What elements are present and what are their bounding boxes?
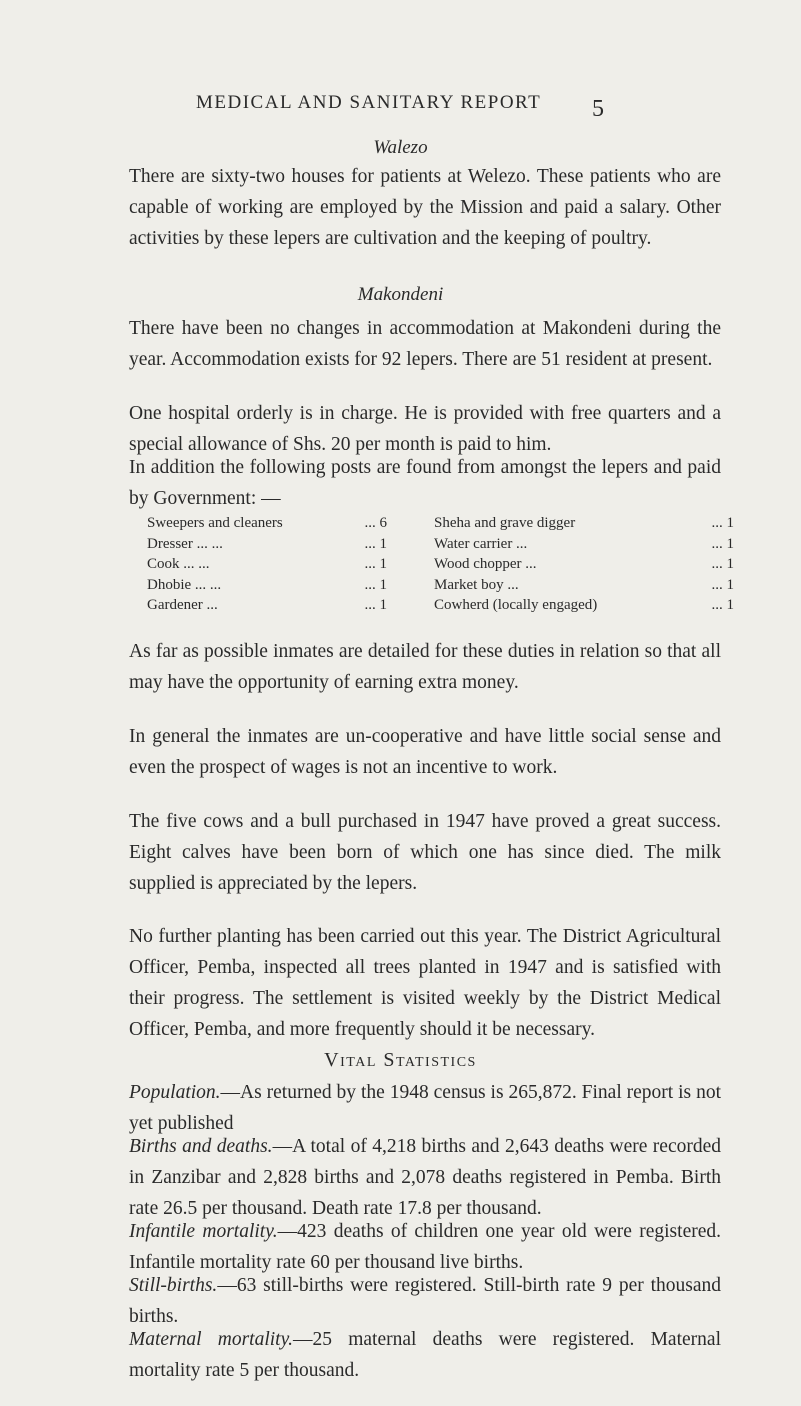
staff-post-count: ... 1 <box>711 576 734 593</box>
vital-statistic-text: —A total of 4,218 births and 2,643 deaths were recorded in Zanzibar and 2,828 births and 2,078 deaths registered in Pemba. Birth rate 26.5 per thousand. Death rate 17.8 per thousand. <box>129 1136 721 1219</box>
staff-post-name: Sheha and grave digger <box>434 515 576 531</box>
staff-row <box>147 554 387 575</box>
staff-row <box>434 575 734 596</box>
makondeni-paragraph-2: One hospital orderly is in charge. He is provided with free quarters and a special allowance of Shs. 20 per month is paid to him. <box>129 403 721 455</box>
makondeni-paragraph-6: The five cows and a bull purchased in 1947 have proved a great success. Eight calves have been born of which one has since died. The milk supplied is appreciated by the lepers. <box>129 811 721 894</box>
staff-post-name: Wood chopper ... <box>434 556 537 572</box>
vital-statistic-item <box>129 1077 721 1139</box>
staff-post-name: Market boy ... <box>434 576 519 593</box>
staff-post-count: ... 1 <box>711 535 734 552</box>
makondeni-paragraph-3: In addition the following posts are found from amongst the lepers and paid by Government: — <box>129 457 721 509</box>
staff-row <box>147 534 387 555</box>
staff-post-count: ... 1 <box>711 597 734 613</box>
vital-statistic-item <box>129 1131 721 1224</box>
vital-statistic-text: —As returned by the 1948 census is 265,872. Final report is not yet published <box>129 1082 721 1134</box>
vital-statistic-label: Still-births. <box>129 1275 218 1296</box>
staff-post-count: ... 1 <box>711 556 734 572</box>
walezo-paragraph: There are sixty-two houses for patients at Welezo. These patients who are capable of working are employed by the Mission and paid a salary. Other activities by these lepers are cultivation and the keeping of poultry. <box>129 166 721 249</box>
section-heading-walezo: Walezo <box>373 137 428 158</box>
running-head: MEDICAL AND SANITARY REPORT <box>196 92 542 113</box>
staff-post-count: ... 1 <box>364 576 387 593</box>
vital-statistic-item <box>129 1216 721 1278</box>
vital-statistic-label: Population. <box>129 1082 221 1103</box>
staff-post-name: Dhobie ... ... <box>147 576 222 593</box>
vital-statistic-item <box>129 1324 721 1386</box>
staff-column-left <box>147 513 387 616</box>
staff-post-name: Gardener ... <box>147 597 218 613</box>
vital-statistic-text: —25 maternal deaths were registered. Maternal mortality rate 5 per thousand. <box>129 1329 721 1381</box>
staff-row <box>434 595 734 616</box>
staff-post-count: ... 6 <box>364 515 387 531</box>
staff-post-name: Dresser ... ... <box>147 535 223 552</box>
vital-statistic-label: Infantile mortality. <box>129 1221 278 1242</box>
staff-row <box>434 513 734 534</box>
staff-row <box>147 575 387 596</box>
makondeni-paragraph-5: In general the inmates are un-cooperative and have little social sense and even the prospect of wages is not an incentive to work. <box>129 726 721 778</box>
staff-row <box>434 534 734 555</box>
vital-statistic-text: —423 deaths of children one year old were registered. Infantile mortality rate 60 per thousand live births. <box>129 1221 721 1273</box>
staff-post-name: Cowherd (locally engaged) <box>434 597 598 613</box>
staff-row <box>147 595 387 616</box>
vital-statistic-text: —63 still-births were registered. Still-birth rate 9 per thousand births. <box>129 1275 721 1327</box>
staff-row <box>147 513 387 534</box>
staff-post-count: ... 1 <box>364 535 387 552</box>
staff-post-count: ... 1 <box>711 515 734 531</box>
staff-post-name: Water carrier ... <box>434 535 528 552</box>
page-number: 5 <box>592 96 604 122</box>
makondeni-paragraph-4: As far as possible inmates are detailed for these duties in relation so that all may have the opportunity of earning extra money. <box>129 641 721 693</box>
vital-statistic-label: Births and deaths. <box>129 1136 273 1157</box>
staff-column-right <box>434 513 734 616</box>
section-heading-makondeni: Makondeni <box>357 284 444 305</box>
makondeni-paragraph-7: No further planting has been carried out this year. The District Agricultural Officer, Pemba, inspected all trees planted in 1947 and is satisfied with their progress. The settlement is visited weekly by the District Medical Officer, Pemba, and more frequently should it be necessary. <box>129 926 721 1040</box>
vital-statistic-label: Maternal mortality. <box>129 1329 294 1350</box>
staff-post-name: Cook ... ... <box>147 556 210 572</box>
vital-statistic-item <box>129 1270 721 1332</box>
staff-row <box>434 554 734 575</box>
makondeni-paragraph-1: There have been no changes in accommodation at Makondeni during the year. Accommodation exists for 92 lepers. There are 51 resident at present. <box>129 318 721 370</box>
staff-post-count: ... 1 <box>364 556 387 572</box>
staff-post-name: Sweepers and cleaners <box>147 515 283 531</box>
staff-post-count: ... 1 <box>364 597 387 613</box>
section-heading-vital-statistics: Vital Statistics <box>324 1049 477 1071</box>
